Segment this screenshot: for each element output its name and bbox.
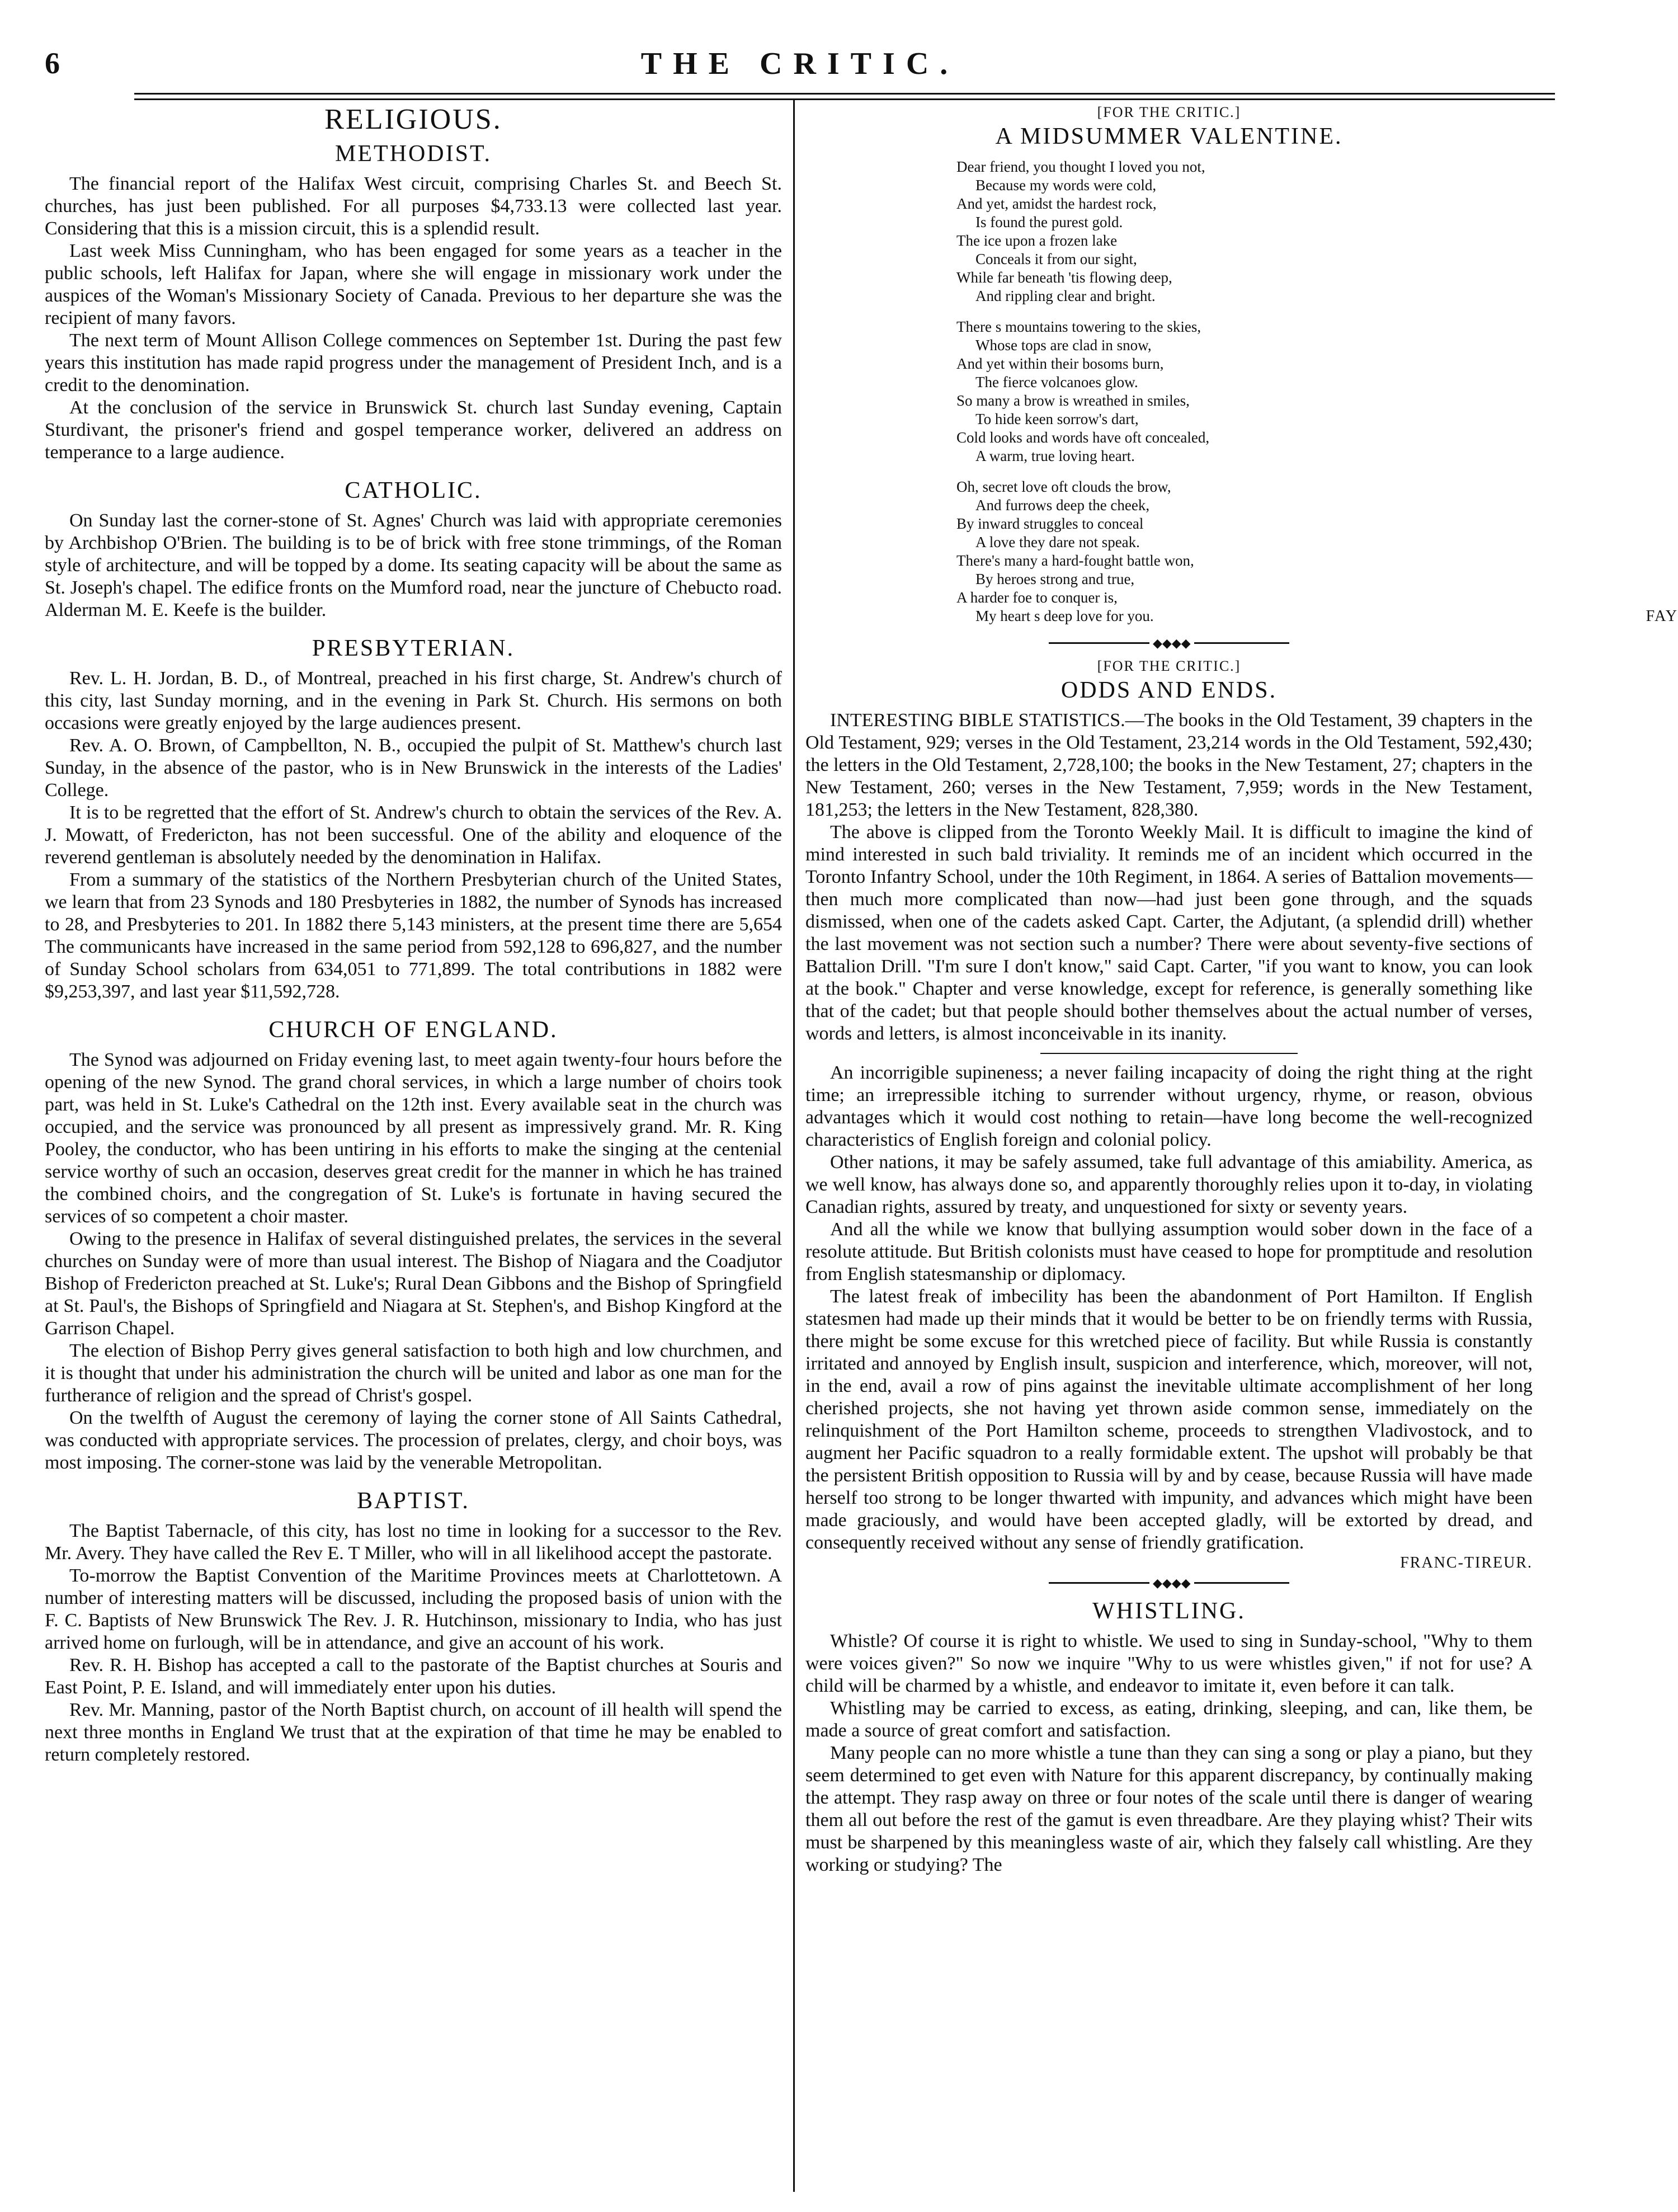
heading-methodist: METHODIST. xyxy=(334,141,492,167)
column-rule xyxy=(793,100,795,2192)
poem-line: And yet, amidst the hardest rock, xyxy=(956,195,1157,212)
presbyterian-paragraph: From a summary of the statistics of the Northern Presbyterian church of the United States, we learn that from 23 Synods and 180 Presbyteries in 1882, the number of Synods has increased to 28, and Presbyteries to 201. In 1882 there 5,143 ministers, at the present time there are 5,654 The communicants have increased in the same period from 592,128 to 696,827, and the number of Sunday School scholars from 634,051 to 771,899. The total contributions in 1882 were $9,253,397, and last year $11,592,728. xyxy=(45,869,782,1002)
poem-line: By inward struggles to conceal xyxy=(956,515,1144,532)
church-of-england-paragraph: On the twelfth of August the ceremony of laying the corner stone of All Saints Cathedral, was conducted with appropriate services. The procession of prelates, clergy, and choir boys, was most imposing. The corner-stone was laid by the venerable Metropolitan. xyxy=(45,1408,782,1473)
poem-line: Because my words were cold, xyxy=(975,177,1157,194)
odds-paragraph: An incorrigible supineness; a never failing incapacity of doing the right thing at the right time; an irrepressible itching to surrender without urgency, rhyme, or reason, obvious advantages which it would cost nothing to retain—have long become the well-recognized characteristics of English foreign and colonial policy. xyxy=(805,1062,1533,1150)
church-of-england-paragraph: The Synod was adjourned on Friday evening last, to meet again twenty-four hours before the opening of the new Synod. The grand choral services, in which a large number of choirs took part, was held in St. Luke's Cathedral on the 12th inst. Every available seat in the church was occupied, and the service was pronounced by all present as impressively grand. Mr. R. King Pooley, the conductor, who has been untiring in his efforts to make the singing at the centenial service worthy of such an occasion, deserves great credit for the manner in which he has trained the combined choirs, and the congregation of St. Luke's is fortunate in having secured the services of so competent a choir master. xyxy=(45,1049,782,1227)
poem-stanza xyxy=(956,318,1533,465)
odds-paragraph: The latest freak of imbecility has been the abandonment of Port Hamilton. If English statesmen had made up their minds that it would be better to be on friendly terms with Russia, there might be some excuse for this wretched piece of facility. But while Russia is constantly irritated and annoyed by English insult, suspicion and interference, which, moreover, will not, in the end, avail a row of pins against the inevitable ultimate accomplishment of her long cherished projects, she not having yet thrown aside common sense, immediately on the relinquishment of the Port Hamilton scheme, proceeds to strengthen Vladivostock, and to augment her Pacific squadron to a really formidable extent. The upshot will probably be that the persistent British opposition to Russia will by and by cease, because Russia will have made herself too strong to be longer thwarted with impunity, and advances which might have been made graciously, and would have been accepted gladly, will be extorted by dread, and consequently received without any sense of friendly gratification. xyxy=(805,1286,1533,1553)
poem-line: And furrows deep the cheek, xyxy=(975,497,1150,514)
poem-line: The ice upon a frozen lake xyxy=(956,232,1118,249)
poem-line: By heroes strong and true, xyxy=(975,571,1135,587)
ornament-divider: ◆◆◆◆ xyxy=(1049,1578,1289,1589)
presbyterian-paragraph: Rev. A. O. Brown, of Campbellton, N. B., occupied the pulpit of St. Matthew's church last Sunday, in the absence of the pastor, who is in New Brunswick in the interests of the Ladies' College. xyxy=(45,735,782,801)
short-rule xyxy=(1040,1053,1298,1054)
odds-paragraph: The above is clipped from the Toronto Weekly Mail. It is difficult to imagine the kind of mind interested in such bald triviality. It reminds me of an incident which occurred in the Toronto Infantry School, under the 10th Regiment, in 1864. A series of Battalion movements—then much more complicated than now—had just been gone through, and the squads dismissed, when one of the cadets asked Capt. Carter, the Adjutant, (a splendid drill) whether the last movement was not section such a number? There were about seventy-five sections of Battalion Drill. "I'm sure I don't know," said Capt. Carter, "if you want to know, you can look at the book." Chapter and verse knowledge, except for reference, is generally something like that of the cadet; but that people should bother themselves about the actual number of verses, words and letters, is almost inconceivable in its inanity. xyxy=(805,822,1533,1044)
odds-signature: FRANC-TIREUR. xyxy=(1400,1554,1533,1571)
poem-line: And rippling clear and bright. xyxy=(975,288,1156,304)
heading-odds-and-ends: ODDS AND ENDS. xyxy=(1060,677,1278,703)
odds-paragraph: And all the while we know that bullying assumption would sober down in the face of a resolute attitude. But British colonists must have ceased to hope for promptitude and resolution from English statesmanship or diplomacy. xyxy=(805,1219,1533,1284)
masthead xyxy=(45,46,1555,91)
baptist-paragraph: Rev. Mr. Manning, pastor of the North Baptist church, on account of ill health will spend the next three months in England We trust that at the expiration of that time he may be enabled to return completely restored. xyxy=(45,1700,782,1765)
whistling-paragraph: Whistle? Of course it is right to whistle. We used to sing in Sunday-school, "Why to them were voices given?" So now we inquire "Why to us were whistles given," if not for use? A child will be charmed by a whistle, and endeavor to imitate it, even before it can talk. xyxy=(805,1631,1533,1696)
poem xyxy=(956,158,1678,625)
poem-last-line xyxy=(956,607,1678,625)
church-of-england-paragraph: The election of Bishop Perry gives general satisfaction to both high and low churchmen, and it is thought that under his administration the church will be united and labor as one man for the furtherance of religion and the spread of Christ's gospel. xyxy=(45,1340,782,1406)
whistling-paragraph: Whistling may be carried to excess, as eating, drinking, sleeping, and can, like them, be made a source of great comfort and satisfaction. xyxy=(805,1698,1533,1741)
poem-line: There's many a hard-fought battle won, xyxy=(956,552,1194,569)
page-number: 6 xyxy=(45,46,60,80)
right-column xyxy=(805,100,1678,2195)
poem-line: While far beneath 'tis flowing deep, xyxy=(956,269,1172,286)
odds-paragraph: INTERESTING BIBLE STATISTICS.—The books in the Old Testament, 39 chapters in the Old Testament, 929; verses in the Old Testament, 23,214 words in the Old Testament, 592,430; the letters in the Old Testament, 2,728,100; the books in the New Testament, 27; chapters in the New Testament, 260; verses in the New Testament, 7,959; words in the New Testament, 181,253; the letters in the New Testament, 828,380. xyxy=(805,710,1533,820)
poem-line: A harder foe to conquer is, xyxy=(956,589,1118,606)
poem-stanza xyxy=(956,158,1533,305)
heading-whistling: WHISTLING. xyxy=(1092,1598,1246,1624)
kicker-for-the-critic: [FOR THE CRITIC.] xyxy=(1097,658,1241,674)
poem-line: Is found the purest gold. xyxy=(975,214,1123,230)
poem-stanza xyxy=(956,478,1678,625)
poem-line: So many a brow is wreathed in smiles, xyxy=(956,392,1190,409)
odds-paragraph: Other nations, it may be safely assumed, take full advantage of this amiability. America, as we well know, has always done so, and apparently thoroughly relies upon it to-day, in violating Canadian rights, assured by treaty, and unquestioned for sixty or seventy years. xyxy=(805,1152,1533,1217)
heading-presbyterian: PRESBYTERIAN. xyxy=(312,636,515,661)
section-title-religious: RELIGIOUS. xyxy=(324,103,502,135)
kicker-for-the-critic: [FOR THE CRITIC.] xyxy=(1097,104,1241,120)
baptist-paragraph: The Baptist Tabernacle, of this city, has lost no time in looking for a successor to the Rev. Mr. Avery. They have called the Rev E. T Miller, who will in all likelihood accept the pastorate. xyxy=(45,1521,782,1564)
heading-church-of-england: CHURCH OF ENGLAND. xyxy=(268,1017,558,1043)
methodist-paragraph: The next term of Mount Allison College commences on September 1st. During the past few years this institution has made rapid progress under the management of President Inch, and is a credit to the denomination. xyxy=(45,330,782,396)
methodist-paragraph: Last week Miss Cunningham, who has been engaged for some years as a teacher in the public schools, left Halifax for Japan, where she will engage in missionary work under the auspices of the Woman's Missionary Society of Canada. Previous to her departure she was the recipient of many favors. xyxy=(45,241,782,328)
poem-line: Oh, secret love oft clouds the brow, xyxy=(956,478,1171,495)
church-of-england-paragraph: Owing to the presence in Halifax of several distinguished prelates, the services in the several churches on Sunday were of more than usual interest. The Bishop of Niagara and the Coadjutor Bishop of Fredericton preached at St. Luke's; Rural Dean Gibbons and the Bishop of Springfield at St. Paul's, the Bishops of Springfield and Niagara at St. Stephen's, and Bishop Kingford at the Garrison Chapel. xyxy=(45,1229,782,1339)
poem-line: A warm, true loving heart. xyxy=(975,448,1135,464)
poem-line: Cold looks and words have oft concealed, xyxy=(956,429,1210,446)
poem-line: Dear friend, you thought I loved you not, xyxy=(956,158,1205,175)
methodist-paragraph: At the conclusion of the service in Brunswick St. church last Sunday evening, Captain Sturdivant, the prisoner's friend and gospel temperance worker, delivered an address on temperance to a large audience. xyxy=(45,397,782,463)
heading-midsummer-valentine: A MIDSUMMER VALENTINE. xyxy=(995,124,1343,149)
baptist-paragraph: Rev. R. H. Bishop has accepted a call to the pastorate of the Baptist churches at Souris and East Point, P. E. Island, and will immediately enter upon his duties. xyxy=(45,1655,782,1698)
whistling-paragraph: Many people can no more whistle a tune than they can sing a song or play a piano, but they seem determined to get even with Nature for this apparent discrepancy, by continually making the attempt. They rasp away on three or four notes of the scale until there is danger of wearing them all out before the rest of the gamut is even threadbare. Are they playing whist? Their wits must be sharpened by this meaningless waste of air, which they falsely call whistling. Are they working or studying? The xyxy=(805,1743,1533,1875)
poem-line: Whose tops are clad in snow, xyxy=(975,337,1152,354)
presbyterian-paragraph: Rev. L. H. Jordan, B. D., of Montreal, preached in his first charge, St. Andrew's church of this city, last Sunday morning, and in the evening in Park St. Church. His sermons on both occasions were greatly enjoyed by the large audiences present. xyxy=(45,668,782,733)
poem-line: And yet within their bosoms burn, xyxy=(956,355,1164,372)
poem-signature: FAY xyxy=(1646,608,1678,625)
poem-line: The fierce volcanoes glow. xyxy=(975,374,1138,390)
catholic-paragraph: On Sunday last the corner-stone of St. Agnes' Church was laid with appropriate ceremonies by Archbishop O'Brien. The building is to be of brick with free stone trimmings, of the Roman style of architecture, and will be topped by a dome. Its seating capacity will be about the same as St. Joseph's chapel. The edifice fronts on the Mumford road, near the juncture of Chebucto road. Alderman M. E. Keefe is the builder. xyxy=(45,510,783,620)
presbyterian-paragraph: It is to be regretted that the effort of St. Andrew's church to obtain the services of the Rev. A. J. Mowatt, of Fredericton, has not been successful. One of the ability and eloquence of the reverend gentleman is absolutely needed by the denomination in Halifax. xyxy=(45,802,782,868)
newspaper-title: THE CRITIC. xyxy=(640,46,959,81)
heading-baptist: BAPTIST. xyxy=(357,1488,470,1514)
poem-line: My heart s deep love for you. xyxy=(975,608,1154,624)
heading-catholic: CATHOLIC. xyxy=(345,478,482,503)
poem-line: There s mountains towering to the skies, xyxy=(956,318,1201,335)
baptist-paragraph: To-morrow the Baptist Convention of the Maritime Provinces meets at Charlottetown. A number of interesting matters will be discussed, including the proposed basis of union with the F. C. Baptists of New Brunswick The Rev. J. R. Hutchinson, missionary to India, who has just arrived home on furlough, will be in attendance, and give an account of his work. xyxy=(45,1565,782,1653)
poem-line: Conceals it from our sight, xyxy=(975,251,1137,267)
left-column xyxy=(45,100,782,2195)
ornament-divider: ◆◆◆◆ xyxy=(1049,638,1289,649)
methodist-paragraph: The financial report of the Halifax West circuit, comprising Charles St. and Beech St. churches, has just been published. For all purposes $4,733.13 were collected last year. Considering that this is a mission circuit, this is a splendid result. xyxy=(45,173,782,239)
poem-line: A love they dare not speak. xyxy=(975,534,1140,550)
poem-line: To hide keen sorrow's dart, xyxy=(975,411,1139,427)
